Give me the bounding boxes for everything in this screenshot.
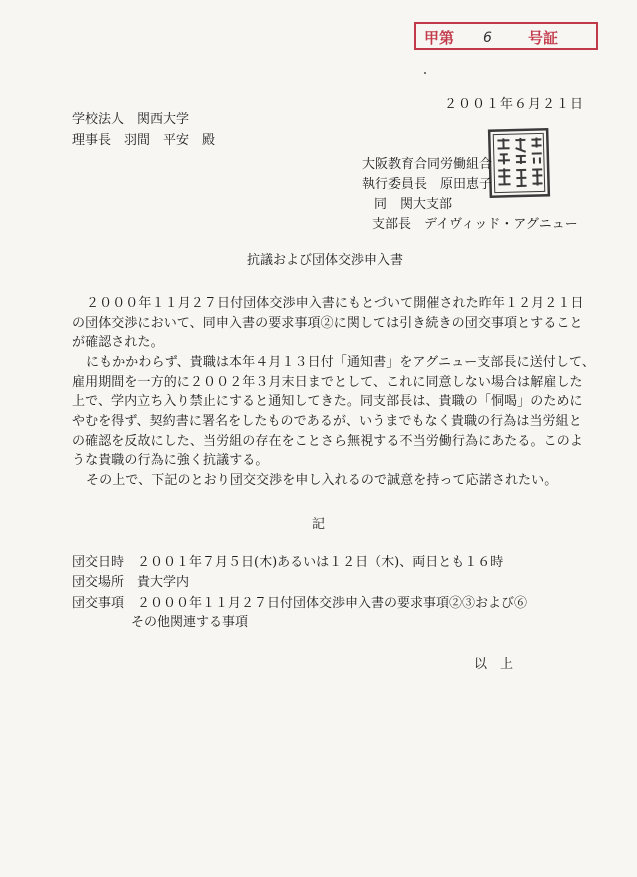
item-place-label: 団交場所 <box>72 575 125 590</box>
body-line: やむを得ず、契約書に署名をしたものであるが、いうまでもなく貴職の行為は当労組と <box>72 414 582 429</box>
item-place-value: 貴大学内 <box>137 575 190 590</box>
body-line: にもかかわらず、貴職は本年４月１３日付「通知書」をアグニュー支部長に送付して、 <box>86 355 595 370</box>
recipient-line <box>72 129 215 148</box>
item-date-value: ２００１年７月５日(木)あるいは１２日（木)、両日とも１６時 <box>137 555 504 570</box>
body-line: 雇用期間を一方的に２００２年３月末日までとして、これに同意しない場合は解雇した <box>72 375 583 390</box>
body-line: が確認された。 <box>72 335 164 350</box>
ki-heading: 記 <box>312 517 326 532</box>
sender-chair-title: 執行委員長 <box>362 177 428 192</box>
recipient-name: 羽間 平安 <box>124 133 190 148</box>
item-place <box>72 571 189 590</box>
exhibit-suffix: 号証 <box>528 29 559 47</box>
recipient-title: 理事長 <box>72 133 112 148</box>
sender-branch: 同 関大支部 <box>374 197 453 212</box>
document-date: ２００１年６月２１日 <box>444 97 585 112</box>
exhibit-prefix: 甲第 <box>424 29 455 47</box>
sender-chair-line <box>362 173 492 192</box>
item-matters <box>72 592 527 611</box>
body-line: の団体交渉において、同申入書の要求事項②に関しては引き続きの団交事項とすること <box>72 316 583 331</box>
body-line: 上で、学内立ち入り禁止にすると通知してきた。同支部長は、貴職の「恫喝」のために <box>72 394 583 409</box>
document-title: 抗議および団体交渉申入書 <box>247 253 404 268</box>
exhibit-number: 6 <box>483 30 492 46</box>
sender-branch-head-name: デイヴィッド・アグニュー <box>424 217 578 232</box>
recipient-honorific: 殿 <box>202 133 216 148</box>
item-matters-extra: その他関連する事項 <box>131 615 249 630</box>
union-seal <box>487 127 551 199</box>
item-date-label: 団交日時 <box>72 555 125 570</box>
item-matters-label: 団交事項 <box>72 596 125 611</box>
sender-branch-head-title: 支部長 <box>372 217 412 232</box>
body-line: その上で、下記のとおり団交交渉を申し入れるので誠意を持って応諾されたい。 <box>86 473 558 488</box>
sender-chair-name: 原田恵子 <box>440 177 493 192</box>
sender-union: 大阪教育合同労働組合 <box>362 157 493 172</box>
scan-speck <box>424 72 426 74</box>
closing: 以 上 <box>474 657 514 672</box>
body-line: ２０００年１１月２７日付団体交渉申入書にもとづいて開催された昨年１２月２１日 <box>86 296 584 311</box>
body-line: の確認を反故にした、当労組の存在をことさら無視する不当労働行為にあたる。このよ <box>72 434 583 449</box>
recipient-org: 学校法人 関西大学 <box>72 112 190 127</box>
body-line: うな貴職の行為に強く抗議する。 <box>72 453 269 468</box>
item-date <box>72 551 503 570</box>
item-matters-value: ２０００年１１月２７日付団体交渉申入書の要求事項②③および⑥ <box>137 596 528 611</box>
sender-branch-head-line <box>372 213 578 232</box>
exhibit-number-stamp <box>414 22 598 50</box>
